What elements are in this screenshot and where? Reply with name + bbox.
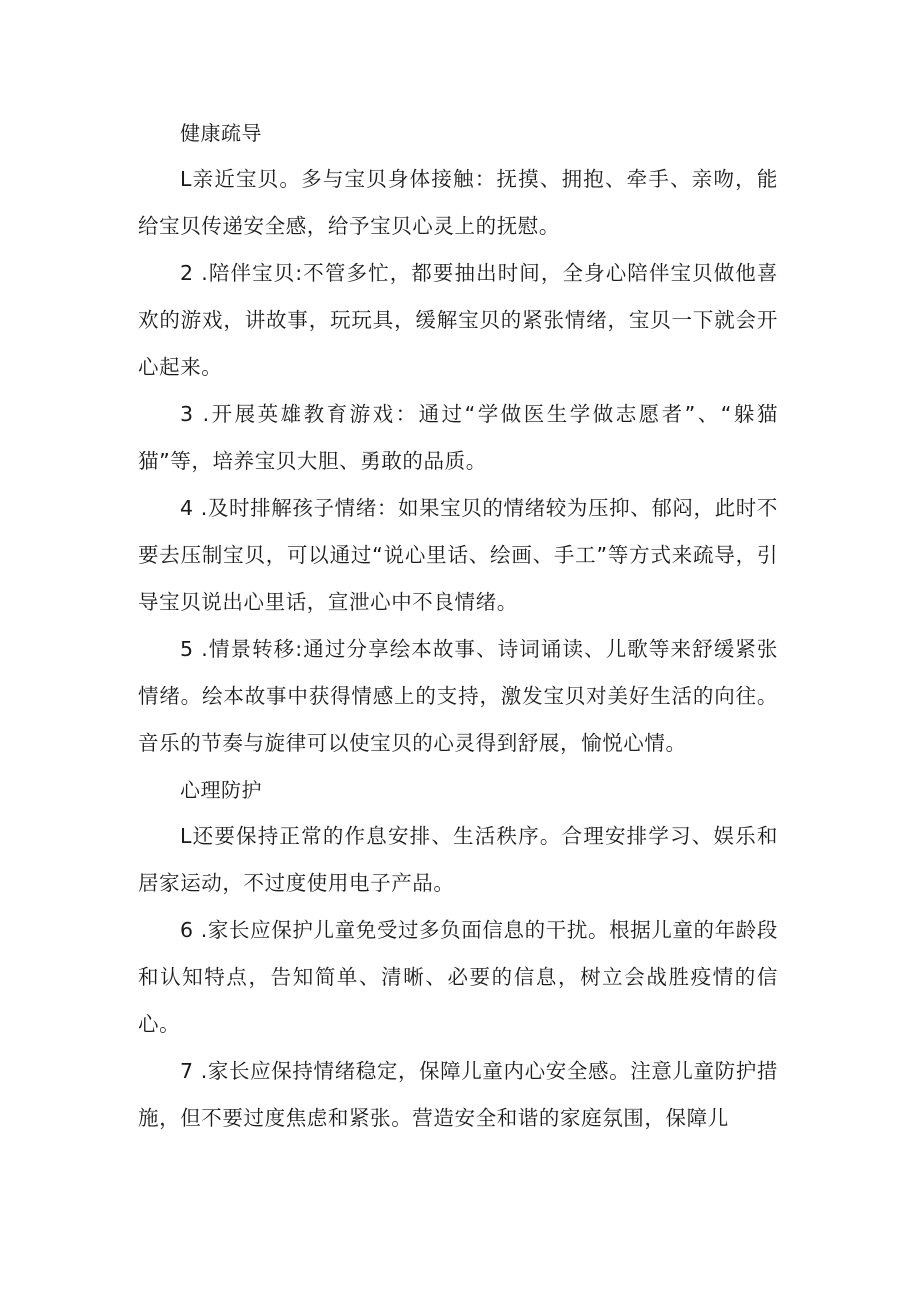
paragraph: 4 .及时排解孩子情绪：如果宝贝的情绪较为压抑、郁闷，此时不要去压制宝贝，可以通过“说心里话、绘画、手工”等方式来疏导，引导宝贝说出心里话，宣泄心中不良情绪。 [138,496,778,614]
paragraph: 5 .情景转移:通过分享绘本故事、诗词诵读、儿歌等来舒缓紧张情绪。绘本故事中获得情感上的支持，激发宝贝对美好生活的向往。音乐的节奏与旋律可以使宝贝的心灵得到舒展，愉悦心情。 [138,637,778,755]
paragraph: 6 .家长应保护儿童免受过多负面信息的干扰。根据儿童的年龄段和认知特点，告知简单、清晰、必要的信息，树立会战胜疫情的信心。 [138,918,778,1036]
section-heading-psychological-protection: 心理防护 [180,778,262,802]
paragraph: 3 .开展英雄教育游戏：通过“学做医生学做志愿者”、“躲猫猫”等，培养宝贝大胆、勇敢的品质。 [138,402,778,473]
document-body [138,110,778,1142]
paragraph: L亲近宝贝。多与宝贝身体接触：抚摸、拥抱、牵手、亲吻，能给宝贝传递安全感，给予宝贝心灵上的抚慰。 [138,167,778,238]
section-heading-health-guidance: 健康疏导 [180,121,262,145]
paragraph: L还要保持正常的作息安排、生活秩序。合理安排学习、娱乐和居家运动，不过度使用电子产品。 [138,824,778,895]
paragraph: 2 .陪伴宝贝:不管多忙，都要抽出时间，全身心陪伴宝贝做他喜欢的游戏，讲故事，玩玩具，缓解宝贝的紧张情绪，宝贝一下就会开心起来。 [138,261,778,379]
paragraph: 7 .家长应保持情绪稳定，保障儿童内心安全感。注意儿童防护措施，但不要过度焦虑和紧张。营造安全和谐的家庭氛围，保障儿 [138,1059,778,1130]
